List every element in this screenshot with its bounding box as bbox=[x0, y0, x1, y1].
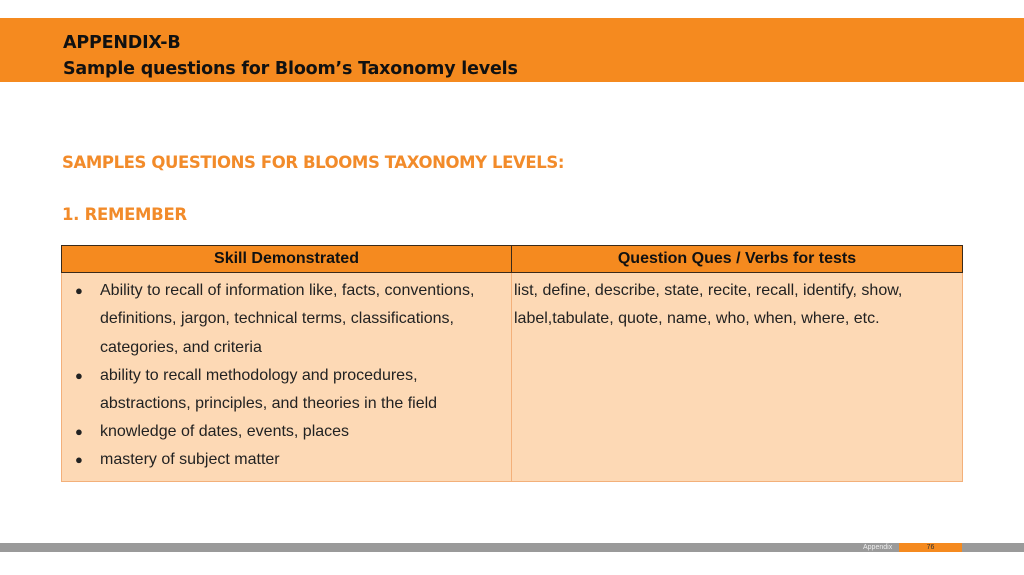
list-item bbox=[75, 277, 501, 362]
bullet-icon: ● bbox=[75, 452, 83, 468]
bloom-table bbox=[61, 245, 963, 482]
column-header-skill: Skill Demonstrated bbox=[62, 246, 512, 273]
level-heading: 1. REMEMBER bbox=[62, 205, 187, 224]
page-title bbox=[63, 30, 518, 82]
verbs-text: list, define, describe, state, recite, recall, identify, show, label,tabulate, quote, name, who, when, where, etc. bbox=[514, 282, 903, 328]
appendix-subtitle: Sample questions for Bloom’s Taxonomy levels bbox=[63, 59, 518, 79]
appendix-label: APPENDIX-B bbox=[63, 33, 181, 53]
table-header-row bbox=[62, 246, 963, 273]
list-item bbox=[75, 446, 501, 474]
bullet-icon: ● bbox=[75, 283, 83, 298]
page-number: 76 bbox=[899, 543, 962, 552]
bullet-icon: ● bbox=[75, 368, 83, 383]
list-item bbox=[75, 362, 501, 418]
list-item bbox=[75, 418, 501, 446]
footer-label: Appendix bbox=[863, 544, 893, 551]
skill-text: knowledge of dates, events, places bbox=[100, 423, 350, 440]
skills-list bbox=[62, 277, 511, 475]
skill-text: mastery of subject matter bbox=[100, 451, 280, 469]
verbs-cell bbox=[512, 273, 963, 482]
skill-text: ability to recall methodology and procedures, abstractions, principles, and theories in the field bbox=[100, 367, 438, 413]
bullet-icon: ● bbox=[75, 424, 83, 439]
section-heading: SAMPLES QUESTIONS FOR BLOOMS TAXONOMY LEVELS: bbox=[62, 153, 565, 172]
column-header-verbs: Question Ques / Verbs for tests bbox=[512, 246, 963, 273]
skill-text: Ability to recall of information like, facts, conventions, definitions, jargon, technical terms, classifications, categories, and criteria bbox=[100, 282, 475, 356]
skills-cell bbox=[62, 273, 512, 482]
table-row bbox=[62, 273, 963, 482]
